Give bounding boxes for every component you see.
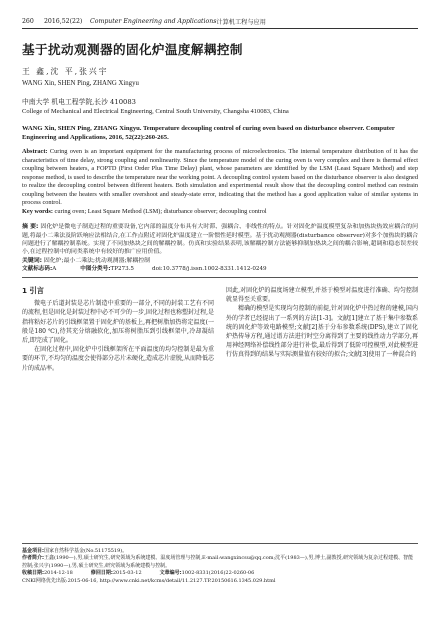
- doc-code: [22, 265, 56, 273]
- cnki-note: CNKI网络优先出版:2015-06-16, http://www.cnki.net/kcms/detail/11.2127.TP.20150616.1345.029.html: [22, 577, 276, 584]
- clc-code-value: TP273.5: [110, 265, 134, 272]
- article-number-label: 文章编号:: [159, 570, 182, 577]
- abstract-cn-label: 摘 要:: [22, 224, 39, 231]
- body-paragraph: 微电子后道封装是芯片制造中重要的一部分,不同的封装工艺有不同的流程,但是固化是封装过程中必不可少的一步,固化过程也称塑封过程,是指将粘好芯片的引线框架置于固化炉的基板上,再把树脂加热将定温度(一般是180 ℃),待其充分熔融软化,加压将树脂压到引线框架中,冷却凝结后,即完成了固化。: [22, 300, 214, 344]
- doi: doi:10.3778/j.issn.1002-8331.1412-0249: [152, 265, 267, 272]
- author-bio-text: 王鑫(1990—),男,硕士研究生,研究领域为系统建模、温度场管理与控制,E-mail:wangxincsu@qq.com;沈平(1983—),男,博士,副教授,研究领域为复杂过程建模、智能控制;张兴宇(1990—),男,硕士研究生,研究领域为系统建模与控制。: [22, 555, 414, 569]
- revised-date: [91, 570, 142, 577]
- authors-en: WANG Xin, SHEN Ping, ZHANG Xingyu: [22, 80, 139, 87]
- section-heading: 1 引言: [22, 285, 44, 295]
- keywords-en: [22, 208, 418, 217]
- abstract-en: [22, 148, 418, 208]
- keywords-cn-label: 关键词:: [22, 257, 43, 264]
- article-number-value: 1002-8331(2016)22-0260-06: [181, 570, 255, 577]
- volume-issue: 2016,52(22): [44, 17, 83, 25]
- paper-title: 基于扰动观测器的固化炉温度解耦控制: [22, 42, 243, 57]
- keywords-cn: [22, 257, 418, 265]
- fund-label: 基金项目:: [22, 548, 44, 554]
- revised-value: 2015-03-12: [112, 570, 142, 577]
- fund-text: 国家自然科学基金(No.51175519)。: [44, 548, 128, 554]
- dates-row: [22, 570, 418, 577]
- right-column: [226, 286, 418, 373]
- author-note: [22, 555, 418, 570]
- received-date: [22, 570, 73, 577]
- body-paragraph: 因此,对固化炉的温度场建立模型,并基于模型对温度进行准确、均匀控制就显得至关重要。: [226, 286, 418, 304]
- keywords-cn-text: 固化炉;最小二乘法;扰动观测器;解耦控制: [43, 257, 151, 264]
- abstract-en-label: Abstract:: [22, 148, 48, 156]
- abstract-en-text: Curing oven is an important equipment for the manufacturing process of microelectronics. The internal temperature distribution of it has the characteristics of time delay, strong coupling and nonlinearity. Since the temperature model of the curing oven is very complex and there is thermal effect coupling between heaters, a FOPTD (First Order Plus Time Delay) plant, whose parameters are identified by the LSM (Least Square Method) and step response method, is used to describe the temperature near the working point. A decoupling control system based on the disturbance observer is also designed to realize the decoupling control between different heaters. Both simulation and experimental result show that the decoupling control method can restrain coupling between the heaters with smaller overshoot and steady-state error, indicating that the method has a good application value of similar systems in process control.: [22, 148, 419, 207]
- page-number: 260: [22, 17, 34, 25]
- received-value: 2014-12-18: [44, 570, 73, 577]
- left-column: [22, 286, 214, 373]
- running-header: [22, 0, 418, 29]
- footnotes: [22, 543, 418, 585]
- body-paragraph: 精确的模型是实现均匀控制的前提,针对固化炉中热过程的建模,国内外的学者已经提出了一系列的方法[1-3]。文献[1]建立了基于集中参数系统的固化炉等效电路模型;文献[2]基于分布参数系统(DPS),建立了固化炉热传导方程,通过谱方法进行时空分离得到了主要的线性动力学部分,再用神经网络补偿线性部分进行补偿,最后得到了低阶可控模型,对此模型进行仿真得到的结果与实际测量值有较好的拟合;文献[3]使用了一种混合的: [226, 305, 418, 359]
- article-meta: [22, 265, 418, 273]
- received-label: 收稿日期:: [22, 570, 44, 577]
- clc-code-label: 中图分类号:: [80, 265, 111, 272]
- abstract-cn-text: 固化炉是微电子制造过程的重要设备,它内部的温度分布具有大时滞、强耦合、非线性的特点。针对固化炉温度模型复杂和加热块热效应耦合的问题,将最小二乘法及阶跃响应法相结合,在工作点附近对固化炉温度建立一阶惯性延时模型。基于扰动观测器(disturbance observer)对多个加热块的耦合问题进行了解耦控制系统。实现了不同加热块之间的解耦控制。仿真和实验结果表明,该解耦控制方法能够抑制加热块之间的耦合影响,超调和稳态误差较小,在过程控制中的同类系统中有较好的推广应用价值。: [22, 224, 418, 256]
- clc-code: [80, 265, 134, 273]
- authors-cn: 王 鑫,沈 平,张兴宇: [22, 67, 109, 76]
- divider: [22, 277, 418, 278]
- journal-name-en: Computer Engineering and Applications: [90, 17, 217, 25]
- author-bio-label: 作者简介:: [22, 555, 44, 562]
- body-columns: [22, 286, 418, 373]
- abstract-cn: [22, 223, 418, 256]
- keywords-en-text: curing oven; Least Square Method (LSM); disturbance observer; decoupling control: [54, 207, 267, 215]
- keywords-en-label: Key words:: [22, 207, 53, 215]
- body-paragraph: 在固化过程中,固化炉中引线框架所在平面温度的均匀控制是最为重要的环节,不均匀的温度会使得部分芯片未硬化,造成芯片虚脱,从而降低芯片的成品率。: [22, 346, 214, 372]
- revised-label: 修回日期:: [90, 570, 113, 577]
- affiliation-en: College of Mechanical and Electrical Engineering, Central South University, Changsha 410083, China: [22, 108, 289, 115]
- doc-code-value: A: [52, 265, 57, 272]
- doc-code-label: 文献标志码:: [22, 265, 53, 272]
- affiliation-cn: 中南大学 机电工程学院,长沙 410083: [22, 98, 136, 106]
- journal-name-cn: 计算机工程与应用: [216, 18, 266, 26]
- article-number: [160, 570, 255, 577]
- citation: WANG Xin, SHEN Ping, ZHANG Xingyu. Temperature decoupling control of curing oven based on disturbance observer. Computer Engineering and Applications, 2016, 52(22):260-265.: [22, 125, 395, 142]
